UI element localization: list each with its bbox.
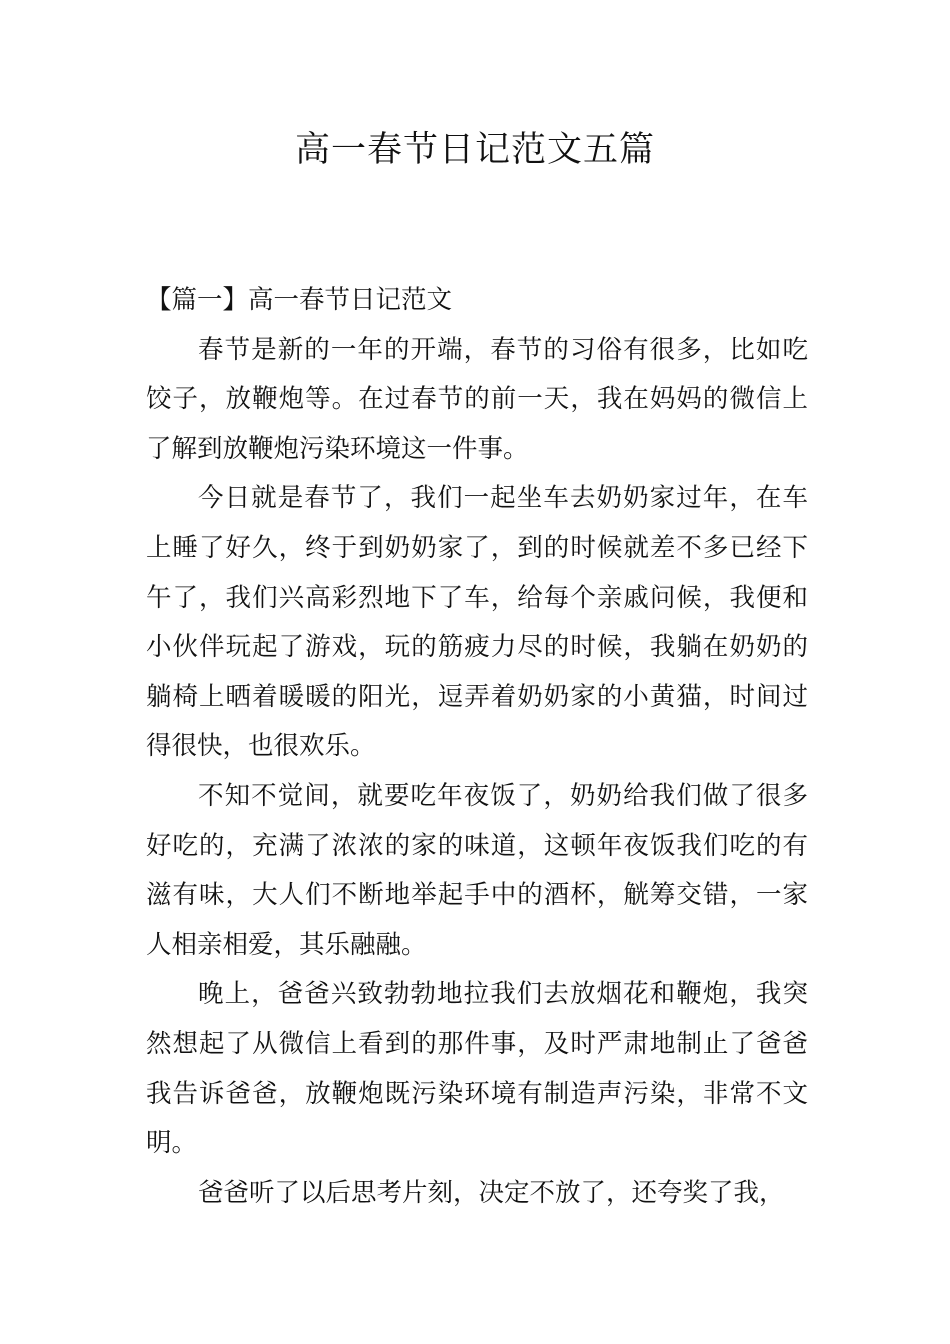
- paragraph-4: 晚上，爸爸兴致勃勃地拉我们去放烟花和鞭炮，我突然想起了从微信上看到的那件事，及时严肃地制止了爸爸我告诉爸爸，放鞭炮既污染环境有制造声污染，非常不文明。: [146, 979, 808, 1159]
- paragraph-2: 今日就是春节了，我们一起坐车去奶奶家过年，在车上睡了好久，终于到奶奶家了，到的时候就差不多已经下午了，我们兴高彩烈地下了车，给每个亲戚问候，我便和小伙伴玩起了游戏，玩的筋疲力尽的时候，我躺在奶奶的躺椅上晒着暖暖的阳光，逗弄着奶奶家的小黄猫，时间过得很快，也很欢乐。: [146, 483, 808, 762]
- document-body: [146, 276, 808, 1218]
- document-title: 高一春节日记范文五篇: [294, 130, 655, 170]
- paragraph-1: 春节是新的一年的开端，春节的习俗有很多，比如吃饺子，放鞭炮等。在过春节的前一天，我在妈妈的微信上了解到放鞭炮污染环境这一件事。: [146, 334, 808, 464]
- section-heading: 【篇一】高一春节日记范文: [146, 285, 453, 315]
- paragraph-3: 不知不觉间，就要吃年夜饭了，奶奶给我们做了很多好吃的，充满了浓浓的家的味道，这顿年夜饭我们吃的有滋有味，大人们不断地举起手中的酒杯，觥筹交错，一家人相亲相爱，其乐融融。: [146, 780, 808, 960]
- paragraph-5: 爸爸听了以后思考片刻，决定不放了，还夸奖了我，: [198, 1177, 785, 1208]
